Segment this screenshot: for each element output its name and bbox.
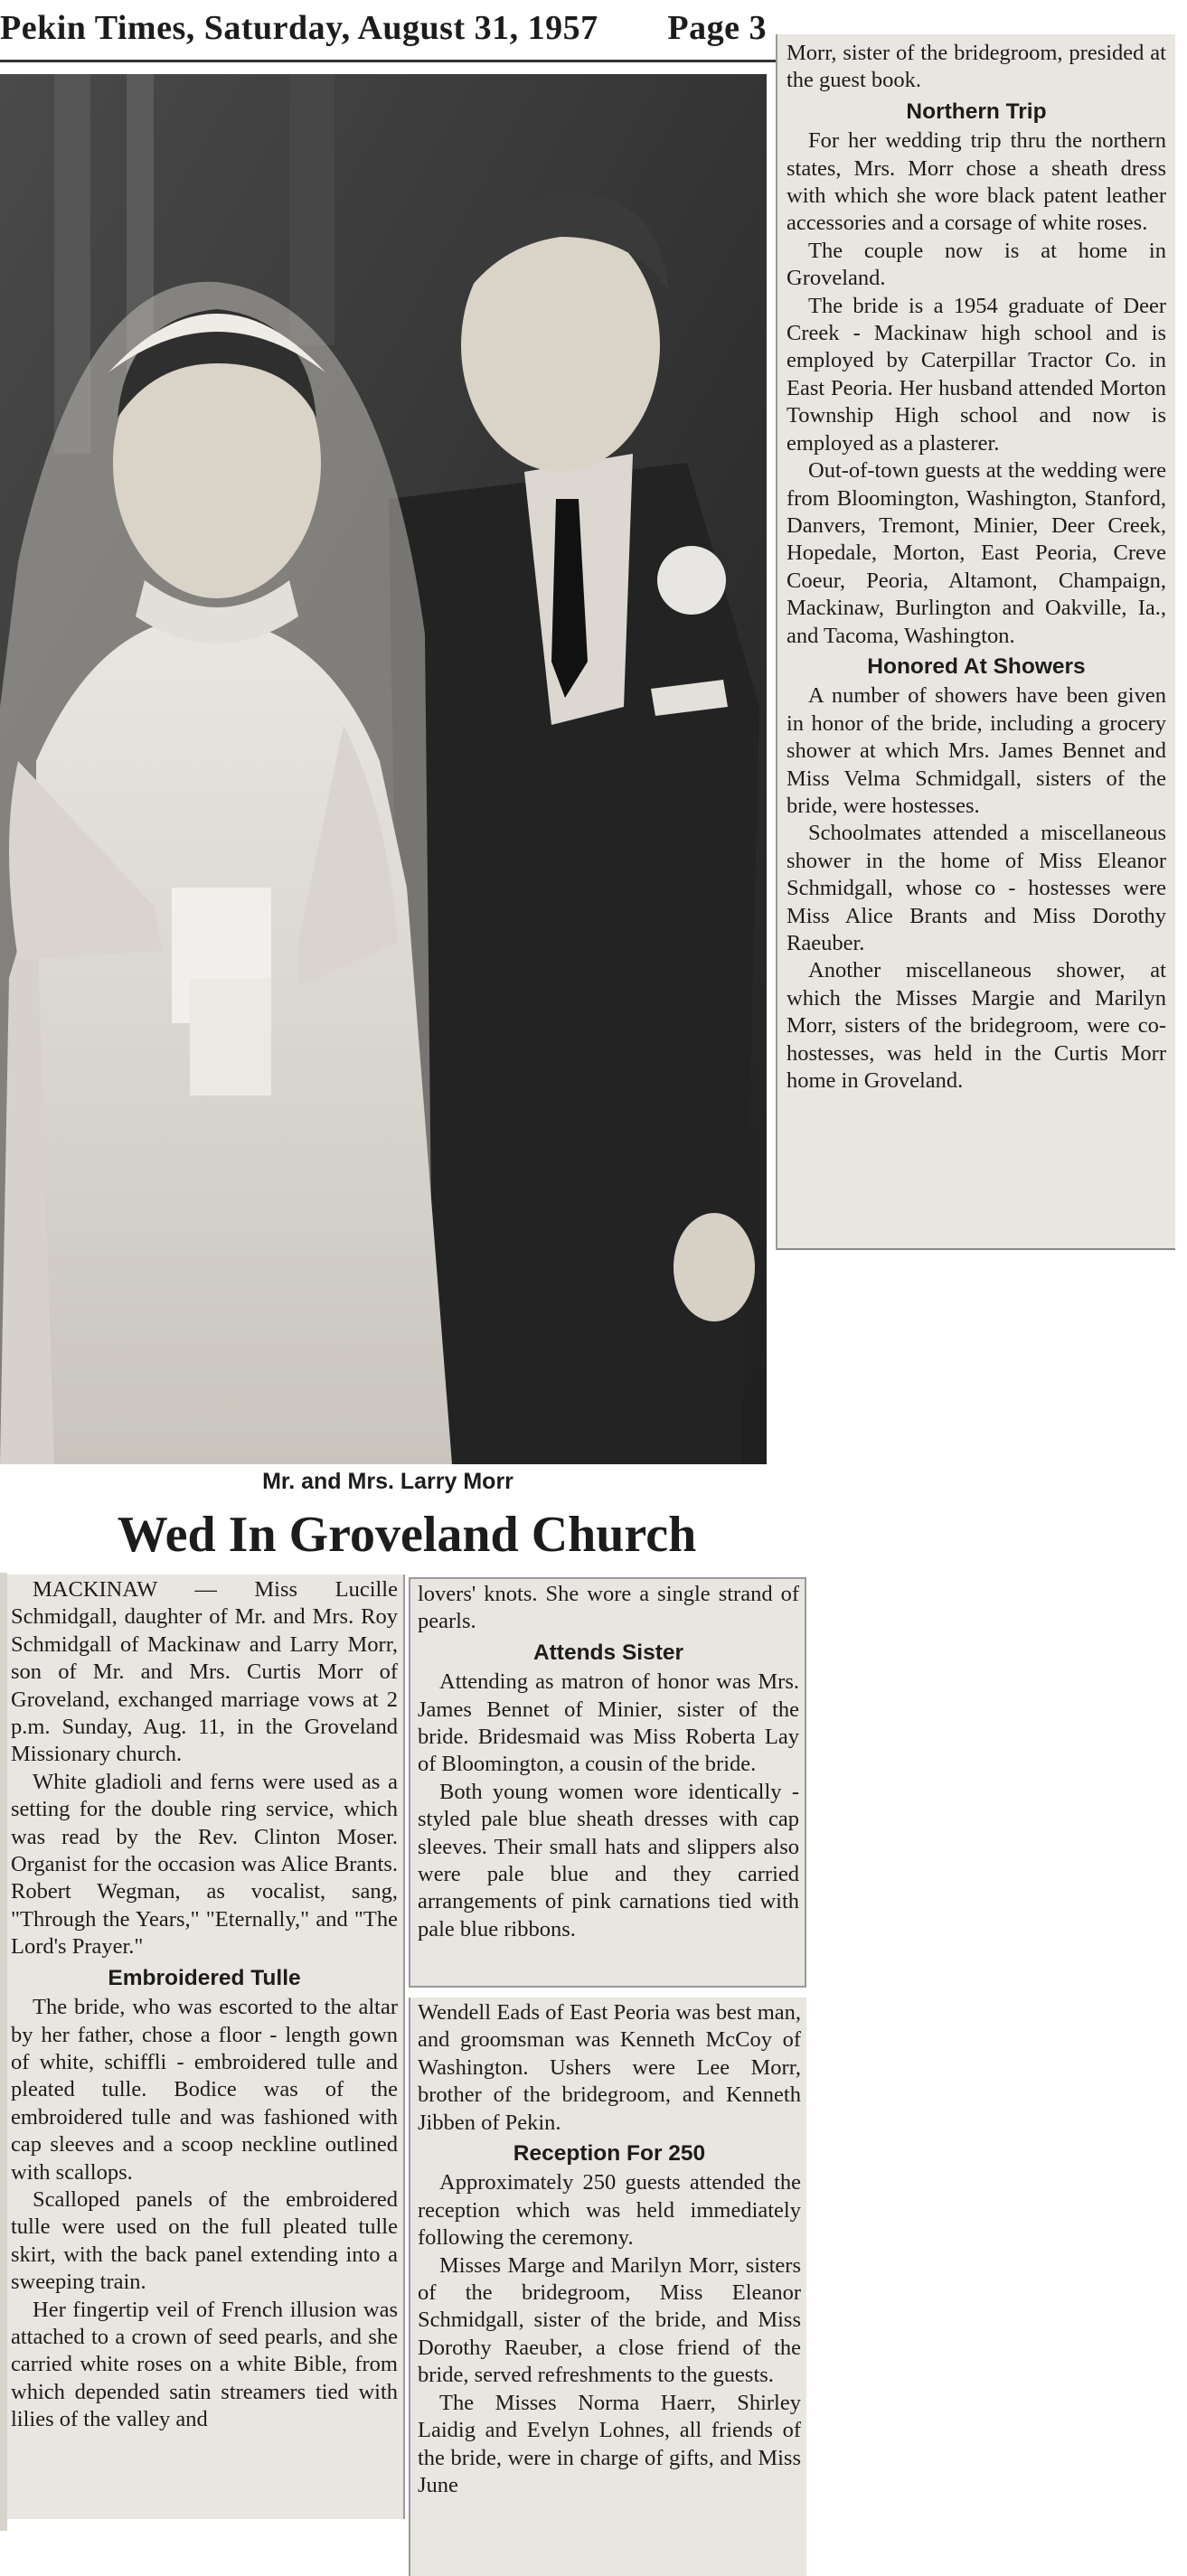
article-column-left <box>7 1575 405 2519</box>
article-paragraph: Misses Marge and Marilyn Morr, sisters of the bridegroom, Miss Eleanor Schmidgall, sister of the bride, and Miss Dorothy Raeuber, a close friend of the bride, served refreshments to the guests. <box>418 2252 801 2388</box>
article-paragraph: Scalloped panels of the embroidered tulle were used on the full pleated tulle skirt, with the back panel extending into a sweeping train. <box>11 2186 398 2295</box>
subheading: Reception For 250 <box>513 2141 706 2167</box>
article-paragraph: The bride, who was escorted to the altar by her father, chose a floor - length gown of white, schiffli - embroidered tulle and pleated tulle. Bodice was of the embroidered tulle and was fashioned with cap sleeves and a scoop neckline outlined with scallops. <box>11 1995 398 2185</box>
article-paragraph: White gladioli and ferns were used as a setting for the double ring service, which was read by the Rev. Clinton Moser. Organist for the occasion was Alice Brants. Robert Wegman, as vocalist, sang, "Through the Years," "Eternally," and "The Lord's Prayer." <box>11 1769 398 1960</box>
wedding-photo <box>0 74 767 1464</box>
article-paragraph: For her wedding trip thru the northern states, Mrs. Morr chose a sheath dress with which she wore black patent leather accessories and a corsage of white roses. <box>787 128 1166 236</box>
article-paragraph: The bride is a 1954 graduate of Deer Creek - Mackinaw high school and is employed by Caterpillar Tractor Co. in East Peoria. Her husband attended Morton Township High school and now is employed as a plasterer. <box>787 293 1166 456</box>
article-paragraph: The couple now is at home in Groveland. <box>787 238 1166 291</box>
article-paragraph: MACKINAW — Miss Lucille Schmidgall, daughter of Mr. and Mrs. Roy Schmidgall of Mackinaw and Larry Morr, son of Mr. and Mrs. Curtis Morr of Groveland, exchanged marriage vows at 2 p.m. Sunday, Aug. 11, in the Groveland Missionary church. <box>11 1577 398 1767</box>
article-paragraph: Out-of-town guests at the wedding were from Bloomington, Washington, Stanford, Danvers, Tremont, Minier, Deer Creek, Hopedale, Morton, East Peoria, Creve Coeur, Peoria, Altamont, Champaign, Mackinaw, Burlington and Oakville, Ia., and Tacoma, Washington. <box>787 458 1166 648</box>
subheading: Embroidered Tulle <box>108 1965 301 1990</box>
article-column-middle-bottom <box>409 1998 806 2576</box>
article-paragraph: Attending as matron of honor was Mrs. James Bennet of Minier, sister of the bride. Bridesmaid was Miss Roberta Lay of Bloomington, a cousin of the bride. <box>418 1669 799 1777</box>
clipping-edge <box>0 1573 7 2531</box>
article-column-middle-top <box>409 1577 806 1988</box>
photo-caption: Mr. and Mrs. Larry Morr <box>262 1469 513 1494</box>
dateline: Pekin Times, Saturday, August 31, 1957 <box>0 9 598 47</box>
wedding-photo-illustration <box>0 74 767 1464</box>
article-paragraph: Another miscellaneous shower, at which the Misses Margie and Marilyn Morr, sisters of the bridegroom, were co-hostesses, was held in the Curtis Morr home in Groveland. <box>787 958 1166 1094</box>
subheading: Attends Sister <box>532 1640 684 1665</box>
article-column-right <box>776 34 1175 1250</box>
article-paragraph: The Misses Norma Haerr, Shirley Laidig and Evelyn Lohnes, all friends of the bride, were in charge of gifts, and Miss June <box>418 2390 801 2497</box>
article-paragraph: lovers' knots. She wore a single strand of pearls. <box>418 1582 799 1634</box>
article-paragraph: Both young women wore identically - styled pale blue sheath dresses with cap sleeves. Their small hats and slippers also were pale blue and they carried arrangements of pink carnations tied with pale blue ribbons. <box>418 1779 799 1941</box>
article-paragraph: A number of showers have been given in honor of the bride, including a grocery shower at which Mrs. James Bennet and Miss Velma Schmidgall, sisters of the bride, were hostesses. <box>787 683 1166 818</box>
newspaper-header <box>0 0 776 62</box>
subheading: Northern Trip <box>906 99 1047 124</box>
article-paragraph: Morr, sister of the bridegroom, presided at the guest book. <box>787 41 1166 93</box>
article-headline: Wed In Groveland Church <box>117 1507 697 1563</box>
subheading: Honored At Showers <box>867 653 1086 679</box>
article-paragraph: Approximately 250 guests attended the reception which was held immediately following the ceremony. <box>418 2170 801 2251</box>
article-paragraph: Her fingertip veil of French illusion was attached to a crown of seed pearls, and she carried white roses on a white Bible, from which depended satin streamers tied with lilies of the valley and <box>11 2297 398 2432</box>
article-paragraph: Wendell Eads of East Peoria was best man, and groomsman was Kenneth McCoy of Washington. Ushers were Lee Morr, brother of the bridegroom, and Kenneth Jibben of Pekin. <box>418 2000 801 2135</box>
article-paragraph: Schoolmates attended a miscellaneous shower in the home of Miss Eleanor Schmidgall, whose co - hostesses were Miss Alice Brants and Miss Dorothy Raeuber. <box>787 821 1166 955</box>
page-number: Page 3 <box>667 9 767 47</box>
